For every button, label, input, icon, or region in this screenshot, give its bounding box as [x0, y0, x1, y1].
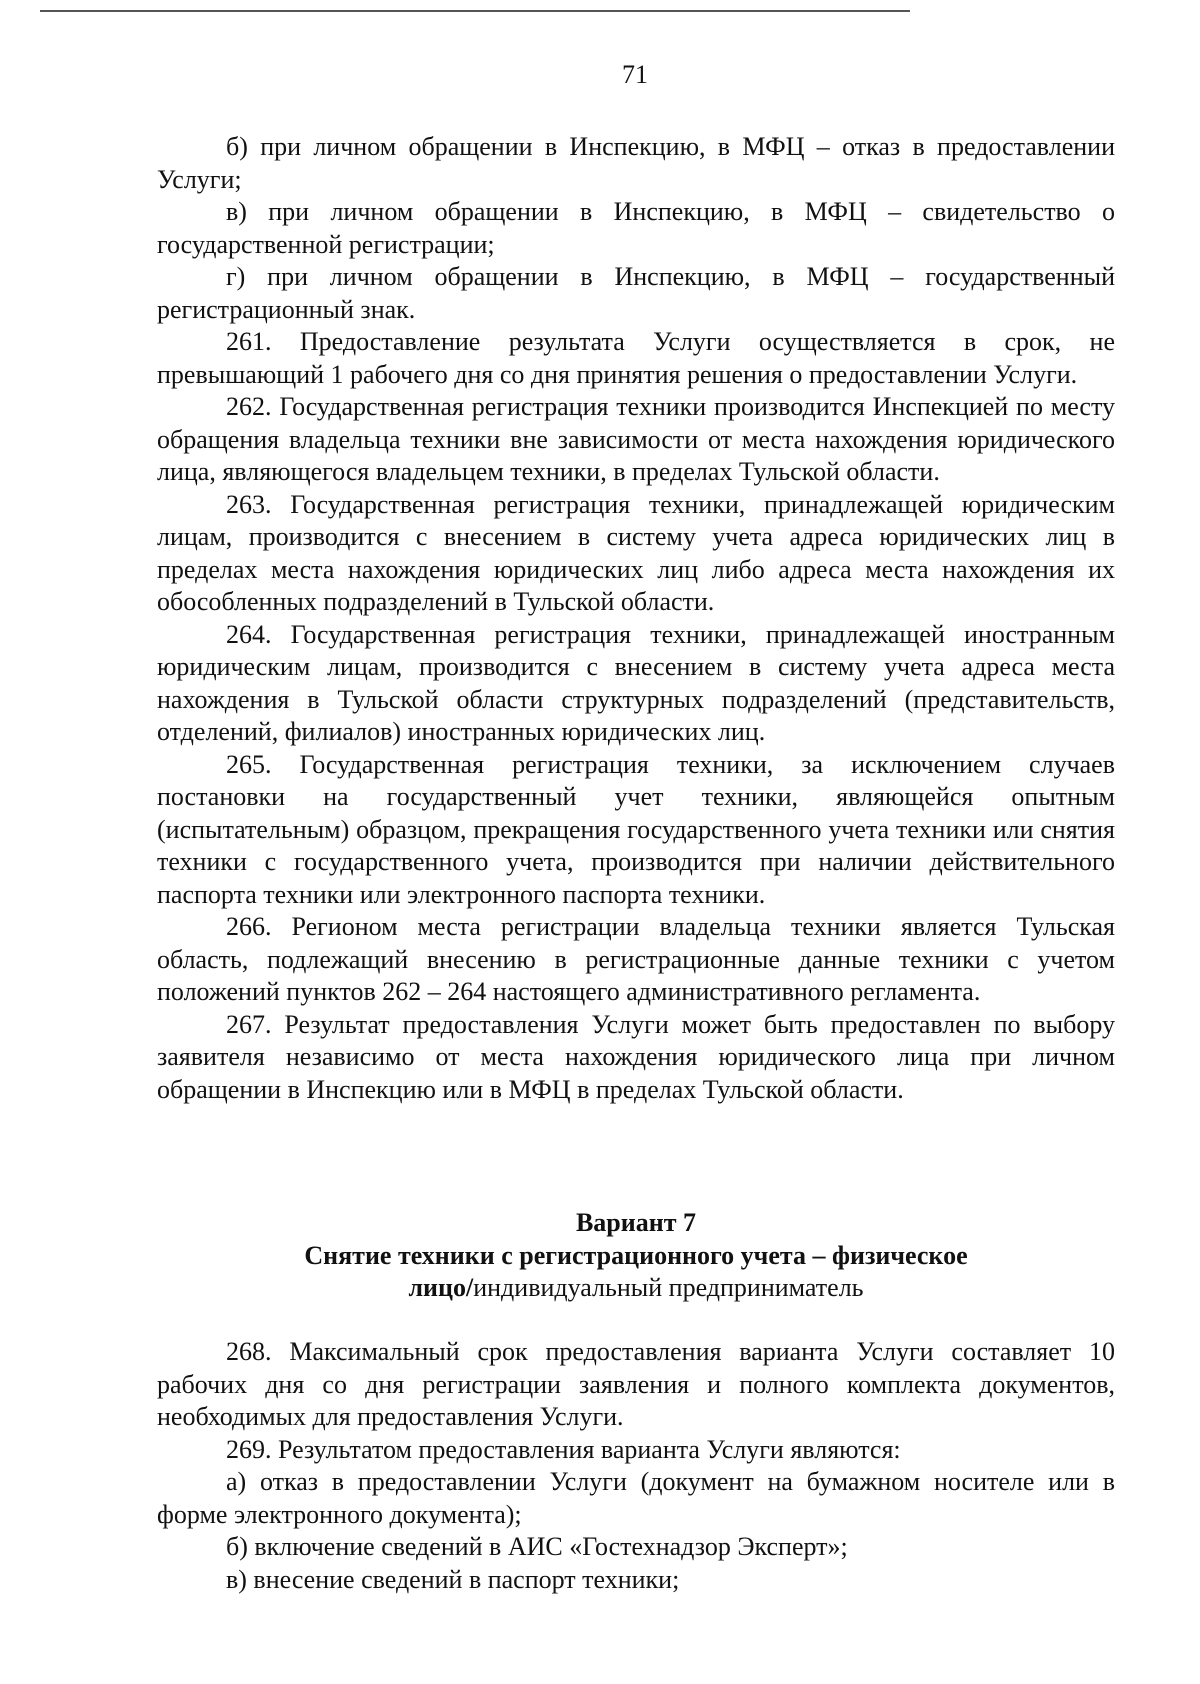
paragraph: в) при личном обращении в Инспекцию, в МФЦ – свидетельство о государственной регистрации; [157, 197, 1115, 259]
paragraph-269: 269. Результатом предоставления варианта Услуги являются: [226, 1434, 901, 1464]
paragraph-261: 261. Предоставление результата Услуги осуществляется в срок, не превышающий 1 рабочего дня со дня принятия решения о предоставлении Услуги. [157, 327, 1115, 389]
section-heading [157, 1207, 1115, 1305]
paragraph-263: 263. Государственная регистрация техники, принадлежащей юридическим лицам, производится с внесением в систему учета адреса юридических лиц в пределах места нахождения юридических лиц либо адреса места нахождения их обособленных подразделений в Тульской области. [157, 489, 1115, 616]
paragraph-264: 264. Государственная регистрация техники, принадлежащей иностранным юридическим лицам, производится с внесением в систему учета адреса места нахождения в Тульской области структурных подразделений (представительств, отделений, филиалов) иностранных юридических лиц. [157, 619, 1115, 746]
page-number: 71 [622, 60, 648, 89]
heading-subtitle-regular: индивидуальный предприниматель [473, 1273, 864, 1302]
body-text-top [157, 131, 1115, 1106]
top-rule [40, 10, 910, 12]
paragraph-262: 262. Государственная регистрация техники производится Инспекцией по месту обращения владельца техники вне зависимости от места нахождения юридического лица, являющегося владельцем техники, в пределах Тульской области. [157, 392, 1115, 486]
paragraph-265: 265. Государственная регистрация техники, за исключением случаев постановки на государственный учет техники, являющейся опытным (испытательным) образцом, прекращения государственного учета техники или снятия техники с государственного учета, производится при наличии действительного паспорта техники или электронного паспорта техники. [157, 749, 1115, 909]
heading-title: Снятие техники с регистрационного учета – физическое [304, 1240, 968, 1270]
paragraph-267: 267. Результат предоставления Услуги может быть предоставлен по выбору заявителя независимо от места нахождения юридического лица при личном обращении в Инспекцию или в МФЦ в пределах Тульской области. [157, 1009, 1115, 1104]
heading-subtitle-bold: лицо/ [408, 1273, 474, 1302]
paragraph: б) включение сведений в АИС «Гостехнадзор Эксперт»; [226, 1532, 848, 1561]
paragraph: а) отказ в предоставлении Услуги (документ на бумажном носителе или в форме электронного документа); [157, 1467, 1115, 1529]
paragraph-266: 266. Регионом места регистрации владельца техники является Тульская область, подлежащий внесению в регистрационные данные техники с учетом положений пунктов 262 – 264 настоящего административного регламента. [157, 912, 1115, 1006]
paragraph-268: 268. Максимальный срок предоставления варианта Услуги составляет 10 рабочих дня со дня регистрации заявления и полного комплекта документов, необходимых для предоставления Услуги. [157, 1337, 1115, 1431]
paragraph: в) внесение сведений в паспорт техники; [226, 1564, 680, 1594]
heading-variant: Вариант 7 [575, 1208, 697, 1237]
body-text-bottom [157, 1336, 1115, 1596]
heading-subtitle [157, 1272, 1115, 1305]
paragraph: б) при личном обращении в Инспекцию, в МФЦ – отказ в предоставлении Услуги; [157, 132, 1115, 194]
paragraph: г) при личном обращении в Инспекцию, в МФЦ – государственный регистрационный знак. [157, 262, 1115, 324]
